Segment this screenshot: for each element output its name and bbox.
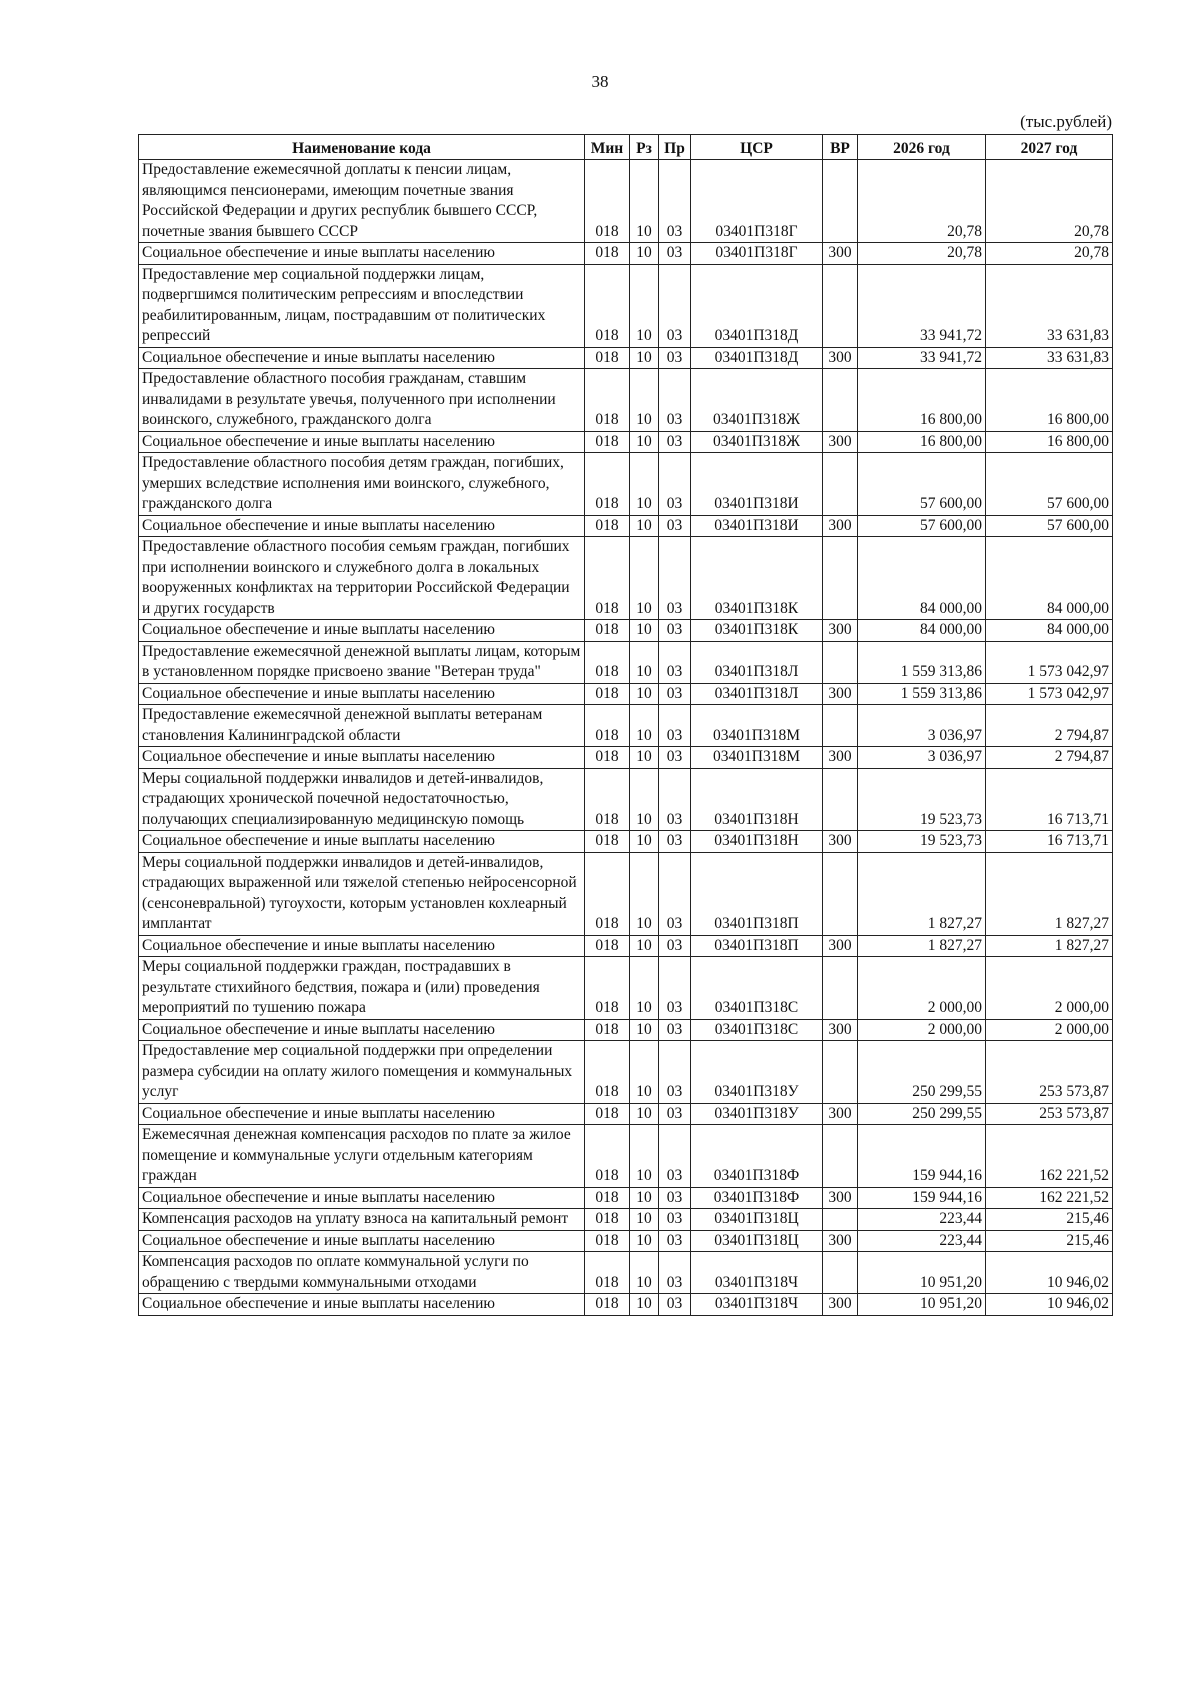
cell-csr: 03401П318Ж: [691, 431, 823, 453]
cell-csr: 03401П318Н: [691, 768, 823, 831]
table-row: [139, 935, 1113, 957]
cell-csr: 03401П318Г: [691, 160, 823, 243]
header-pr: Пр: [659, 135, 691, 160]
cell-pr: 03: [659, 768, 691, 831]
cell-vr: [823, 1125, 858, 1188]
cell-name: Социальное обеспечение и иные выплаты населению: [139, 620, 585, 642]
cell-2026: 1 559 313,86: [858, 641, 986, 683]
table-header-row: [139, 135, 1113, 160]
cell-vr: [823, 537, 858, 620]
cell-2027: 1 573 042,97: [986, 641, 1113, 683]
cell-csr: 03401П318М: [691, 705, 823, 747]
cell-min: 018: [585, 369, 630, 432]
cell-rz: 10: [630, 1125, 659, 1188]
table-row: [139, 1294, 1113, 1316]
cell-name: Социальное обеспечение и иные выплаты населению: [139, 683, 585, 705]
table-row: [139, 347, 1113, 369]
cell-2027: 33 631,83: [986, 264, 1113, 347]
cell-2026: 250 299,55: [858, 1103, 986, 1125]
cell-rz: 10: [630, 347, 659, 369]
cell-csr: 03401П318Ф: [691, 1187, 823, 1209]
cell-2026: 1 827,27: [858, 935, 986, 957]
cell-min: 018: [585, 957, 630, 1020]
cell-vr: [823, 705, 858, 747]
cell-rz: 10: [630, 1019, 659, 1041]
cell-2027: 2 000,00: [986, 957, 1113, 1020]
cell-vr: [823, 369, 858, 432]
cell-2027: 162 221,52: [986, 1187, 1113, 1209]
cell-pr: 03: [659, 1125, 691, 1188]
cell-2027: 2 000,00: [986, 1019, 1113, 1041]
cell-2027: 20,78: [986, 243, 1113, 265]
cell-2026: 3 036,97: [858, 705, 986, 747]
cell-pr: 03: [659, 1041, 691, 1104]
cell-2027: 84 000,00: [986, 537, 1113, 620]
cell-name: Социальное обеспечение и иные выплаты населению: [139, 243, 585, 265]
cell-vr: [823, 641, 858, 683]
cell-2026: 33 941,72: [858, 264, 986, 347]
cell-csr: 03401П318П: [691, 852, 823, 935]
cell-csr: 03401П318П: [691, 935, 823, 957]
cell-rz: 10: [630, 705, 659, 747]
cell-csr: 03401П318К: [691, 620, 823, 642]
cell-csr: 03401П318С: [691, 1019, 823, 1041]
table-row: [139, 1187, 1113, 1209]
cell-rz: 10: [630, 935, 659, 957]
cell-vr: 300: [823, 431, 858, 453]
cell-min: 018: [585, 264, 630, 347]
cell-2027: 16 800,00: [986, 369, 1113, 432]
cell-min: 018: [585, 1294, 630, 1316]
cell-min: 018: [585, 747, 630, 769]
cell-2026: 3 036,97: [858, 747, 986, 769]
cell-vr: [823, 160, 858, 243]
cell-2026: 10 951,20: [858, 1294, 986, 1316]
cell-min: 018: [585, 347, 630, 369]
cell-2026: 1 559 313,86: [858, 683, 986, 705]
cell-2026: 57 600,00: [858, 453, 986, 516]
cell-csr: 03401П318И: [691, 453, 823, 516]
cell-vr: 300: [823, 1294, 858, 1316]
cell-rz: 10: [630, 431, 659, 453]
cell-rz: 10: [630, 831, 659, 853]
cell-name: Ежемесячная денежная компенсация расходов по плате за жилое помещение и коммунальные услуги отдельным категориям граждан: [139, 1125, 585, 1188]
cell-2026: 33 941,72: [858, 347, 986, 369]
cell-rz: 10: [630, 1294, 659, 1316]
cell-pr: 03: [659, 641, 691, 683]
cell-2027: 253 573,87: [986, 1041, 1113, 1104]
cell-name: Социальное обеспечение и иные выплаты населению: [139, 1019, 585, 1041]
cell-min: 018: [585, 515, 630, 537]
cell-csr: 03401П318Ф: [691, 1125, 823, 1188]
cell-min: 018: [585, 852, 630, 935]
cell-rz: 10: [630, 1103, 659, 1125]
table-row: [139, 1252, 1113, 1294]
cell-vr: 300: [823, 1230, 858, 1252]
cell-name: Меры социальной поддержки инвалидов и детей-инвалидов, страдающих выраженной или тяжелой степенью нейросенсорной (сенсоневральной) тугоухости, которым установлен кохлеарный имплантат: [139, 852, 585, 935]
cell-csr: 03401П318И: [691, 515, 823, 537]
cell-2027: 16 800,00: [986, 431, 1113, 453]
cell-min: 018: [585, 1187, 630, 1209]
cell-name: Предоставление областного пособия гражданам, ставшим инвалидами в результате увечья, полученного при исполнении воинского, служебного, гражданского долга: [139, 369, 585, 432]
cell-vr: 300: [823, 1019, 858, 1041]
table-row: [139, 431, 1113, 453]
cell-csr: 03401П318Л: [691, 641, 823, 683]
cell-pr: 03: [659, 537, 691, 620]
cell-2026: 84 000,00: [858, 537, 986, 620]
cell-rz: 10: [630, 747, 659, 769]
cell-vr: [823, 768, 858, 831]
cell-2027: 57 600,00: [986, 515, 1113, 537]
header-vr: ВР: [823, 135, 858, 160]
cell-2027: 16 713,71: [986, 831, 1113, 853]
header-2027: 2027 год: [986, 135, 1113, 160]
cell-vr: [823, 1209, 858, 1231]
table-row: [139, 620, 1113, 642]
cell-name: Социальное обеспечение и иные выплаты населению: [139, 1187, 585, 1209]
cell-2026: 1 827,27: [858, 852, 986, 935]
page-number: 38: [591, 72, 609, 91]
cell-min: 018: [585, 537, 630, 620]
cell-name: Предоставление мер социальной поддержки лицам, подвергшимся политическим репрессиям и впоследствии реабилитированным, лицам, пострадавшим от политических репрессий: [139, 264, 585, 347]
cell-2027: 10 946,02: [986, 1294, 1113, 1316]
cell-vr: 300: [823, 347, 858, 369]
cell-name: Социальное обеспечение и иные выплаты населению: [139, 935, 585, 957]
cell-csr: 03401П318Д: [691, 264, 823, 347]
cell-name: Меры социальной поддержки граждан, пострадавших в результате стихийного бедствия, пожара и (или) проведения мероприятий по тушению пожара: [139, 957, 585, 1020]
cell-2027: 215,46: [986, 1209, 1113, 1231]
cell-csr: 03401П318Ж: [691, 369, 823, 432]
cell-vr: 300: [823, 831, 858, 853]
cell-min: 018: [585, 683, 630, 705]
cell-rz: 10: [630, 852, 659, 935]
header-name: Наименование кода: [139, 135, 585, 160]
cell-min: 018: [585, 1125, 630, 1188]
cell-pr: 03: [659, 369, 691, 432]
table-row: [139, 683, 1113, 705]
cell-csr: 03401П318Ц: [691, 1230, 823, 1252]
cell-pr: 03: [659, 957, 691, 1020]
cell-min: 018: [585, 768, 630, 831]
header-min: Мин: [585, 135, 630, 160]
table-row: [139, 1019, 1113, 1041]
cell-2026: 223,44: [858, 1230, 986, 1252]
cell-2026: 2 000,00: [858, 957, 986, 1020]
cell-name: Предоставление ежемесячной доплаты к пенсии лицам, являющимся пенсионерами, имеющим почетные звания Российской Федерации и других республик бывшего СССР, почетные звания бывшего СССР: [139, 160, 585, 243]
cell-name: Предоставление областного пособия детям граждан, погибших, умерших вследствие исполнения ими воинского, служебного, гражданского долга: [139, 453, 585, 516]
cell-2026: 84 000,00: [858, 620, 986, 642]
cell-2026: 19 523,73: [858, 831, 986, 853]
cell-2027: 1 827,27: [986, 852, 1113, 935]
cell-min: 018: [585, 160, 630, 243]
cell-vr: 300: [823, 243, 858, 265]
cell-rz: 10: [630, 683, 659, 705]
cell-2027: 215,46: [986, 1230, 1113, 1252]
table-row: [139, 768, 1113, 831]
cell-name: Социальное обеспечение и иные выплаты населению: [139, 515, 585, 537]
cell-name: Компенсация расходов по оплате коммунальной услуги по обращению с твердыми коммунальными отходами: [139, 1252, 585, 1294]
cell-csr: 03401П318Г: [691, 243, 823, 265]
cell-rz: 10: [630, 768, 659, 831]
cell-pr: 03: [659, 453, 691, 516]
cell-name: Компенсация расходов на уплату взноса на капитальный ремонт: [139, 1209, 585, 1231]
cell-vr: 300: [823, 620, 858, 642]
cell-2026: 20,78: [858, 160, 986, 243]
cell-2027: 1 573 042,97: [986, 683, 1113, 705]
table-row: [139, 705, 1113, 747]
cell-min: 018: [585, 705, 630, 747]
cell-pr: 03: [659, 705, 691, 747]
cell-vr: [823, 264, 858, 347]
table-row: [139, 641, 1113, 683]
cell-pr: 03: [659, 747, 691, 769]
cell-pr: 03: [659, 243, 691, 265]
table-row: [139, 852, 1113, 935]
cell-vr: [823, 1041, 858, 1104]
cell-min: 018: [585, 1103, 630, 1125]
cell-vr: [823, 453, 858, 516]
cell-pr: 03: [659, 160, 691, 243]
cell-csr: 03401П318Ц: [691, 1209, 823, 1231]
cell-name: Меры социальной поддержки инвалидов и детей-инвалидов, страдающих хронической почечной недостаточностью, получающих специализированную медицинскую помощь: [139, 768, 585, 831]
cell-csr: 03401П318Н: [691, 831, 823, 853]
cell-name: Предоставление ежемесячной денежной выплаты лицам, которым в установленном порядке присвоено звание "Ветеран труда": [139, 641, 585, 683]
cell-rz: 10: [630, 369, 659, 432]
cell-rz: 10: [630, 453, 659, 516]
table-row: [139, 747, 1113, 769]
cell-2027: 16 713,71: [986, 768, 1113, 831]
cell-min: 018: [585, 1230, 630, 1252]
cell-rz: 10: [630, 1209, 659, 1231]
cell-name: Предоставление областного пособия семьям граждан, погибших при исполнении воинского и служебного долга в локальных вооруженных конфликтах на территории Российской Федерации и других государств: [139, 537, 585, 620]
cell-2026: 16 800,00: [858, 431, 986, 453]
cell-name: Социальное обеспечение и иные выплаты населению: [139, 831, 585, 853]
cell-vr: 300: [823, 1187, 858, 1209]
cell-rz: 10: [630, 1230, 659, 1252]
cell-2027: 84 000,00: [986, 620, 1113, 642]
cell-pr: 03: [659, 1103, 691, 1125]
cell-rz: 10: [630, 243, 659, 265]
cell-name: Социальное обеспечение и иные выплаты населению: [139, 1294, 585, 1316]
cell-csr: 03401П318Ч: [691, 1294, 823, 1316]
cell-rz: 10: [630, 957, 659, 1020]
cell-2027: 2 794,87: [986, 705, 1113, 747]
cell-csr: 03401П318У: [691, 1041, 823, 1104]
cell-csr: 03401П318С: [691, 957, 823, 1020]
cell-pr: 03: [659, 683, 691, 705]
cell-rz: 10: [630, 1041, 659, 1104]
table-row: [139, 515, 1113, 537]
cell-2027: 10 946,02: [986, 1252, 1113, 1294]
cell-rz: 10: [630, 264, 659, 347]
cell-vr: [823, 957, 858, 1020]
budget-table: [138, 134, 1113, 1316]
cell-min: 018: [585, 1209, 630, 1231]
cell-2027: 33 631,83: [986, 347, 1113, 369]
header-rz: Рз: [630, 135, 659, 160]
header-2026: 2026 год: [858, 135, 986, 160]
cell-vr: [823, 1252, 858, 1294]
cell-min: 018: [585, 243, 630, 265]
cell-vr: 300: [823, 935, 858, 957]
header-csr: ЦСР: [691, 135, 823, 160]
cell-2027: 2 794,87: [986, 747, 1113, 769]
table-row: [139, 1041, 1113, 1104]
cell-min: 018: [585, 641, 630, 683]
cell-pr: 03: [659, 431, 691, 453]
cell-2027: 1 827,27: [986, 935, 1113, 957]
cell-rz: 10: [630, 1187, 659, 1209]
table-row: [139, 1103, 1113, 1125]
cell-pr: 03: [659, 347, 691, 369]
cell-pr: 03: [659, 831, 691, 853]
cell-pr: 03: [659, 1230, 691, 1252]
table-row: [139, 369, 1113, 432]
cell-2027: 57 600,00: [986, 453, 1113, 516]
cell-2026: 159 944,16: [858, 1187, 986, 1209]
cell-csr: 03401П318У: [691, 1103, 823, 1125]
cell-csr: 03401П318К: [691, 537, 823, 620]
cell-pr: 03: [659, 852, 691, 935]
cell-vr: 300: [823, 683, 858, 705]
table-row: [139, 537, 1113, 620]
cell-2026: 57 600,00: [858, 515, 986, 537]
cell-min: 018: [585, 831, 630, 853]
table-row: [139, 1125, 1113, 1188]
cell-rz: 10: [630, 537, 659, 620]
cell-pr: 03: [659, 1209, 691, 1231]
cell-2026: 159 944,16: [858, 1125, 986, 1188]
table-row: [139, 1230, 1113, 1252]
cell-min: 018: [585, 935, 630, 957]
table-row: [139, 243, 1113, 265]
cell-pr: 03: [659, 1019, 691, 1041]
table-body: [139, 160, 1113, 1316]
cell-pr: 03: [659, 1252, 691, 1294]
table-row: [139, 264, 1113, 347]
table-row: [139, 957, 1113, 1020]
cell-pr: 03: [659, 264, 691, 347]
cell-2027: 253 573,87: [986, 1103, 1113, 1125]
cell-rz: 10: [630, 620, 659, 642]
cell-2026: 10 951,20: [858, 1252, 986, 1294]
cell-vr: [823, 852, 858, 935]
units-label: (тыс.рублей): [1020, 112, 1112, 131]
cell-name: Социальное обеспечение и иные выплаты населению: [139, 431, 585, 453]
cell-pr: 03: [659, 1187, 691, 1209]
cell-min: 018: [585, 1041, 630, 1104]
cell-name: Предоставление ежемесячной денежной выплаты ветеранам становления Калининградской области: [139, 705, 585, 747]
cell-pr: 03: [659, 515, 691, 537]
cell-2026: 20,78: [858, 243, 986, 265]
cell-csr: 03401П318Ч: [691, 1252, 823, 1294]
cell-2026: 223,44: [858, 1209, 986, 1231]
cell-pr: 03: [659, 620, 691, 642]
cell-csr: 03401П318Д: [691, 347, 823, 369]
cell-2026: 2 000,00: [858, 1019, 986, 1041]
cell-min: 018: [585, 431, 630, 453]
cell-name: Социальное обеспечение и иные выплаты населению: [139, 1230, 585, 1252]
table-row: [139, 453, 1113, 516]
cell-csr: 03401П318Л: [691, 683, 823, 705]
cell-name: Социальное обеспечение и иные выплаты населению: [139, 1103, 585, 1125]
table-row: [139, 1209, 1113, 1231]
cell-vr: 300: [823, 1103, 858, 1125]
cell-pr: 03: [659, 1294, 691, 1316]
cell-min: 018: [585, 1019, 630, 1041]
table-row: [139, 831, 1113, 853]
cell-2027: 162 221,52: [986, 1125, 1113, 1188]
cell-rz: 10: [630, 641, 659, 683]
table-row: [139, 160, 1113, 243]
cell-csr: 03401П318М: [691, 747, 823, 769]
cell-min: 018: [585, 453, 630, 516]
cell-2026: 250 299,55: [858, 1041, 986, 1104]
cell-min: 018: [585, 1252, 630, 1294]
cell-rz: 10: [630, 160, 659, 243]
cell-name: Предоставление мер социальной поддержки при определении размера субсидии на оплату жилого помещения и коммунальных услуг: [139, 1041, 585, 1104]
cell-min: 018: [585, 620, 630, 642]
cell-vr: 300: [823, 515, 858, 537]
cell-2027: 20,78: [986, 160, 1113, 243]
cell-rz: 10: [630, 1252, 659, 1294]
cell-pr: 03: [659, 935, 691, 957]
cell-name: Социальное обеспечение и иные выплаты населению: [139, 347, 585, 369]
cell-2026: 16 800,00: [858, 369, 986, 432]
cell-name: Социальное обеспечение и иные выплаты населению: [139, 747, 585, 769]
cell-2026: 19 523,73: [858, 768, 986, 831]
cell-vr: 300: [823, 747, 858, 769]
cell-rz: 10: [630, 515, 659, 537]
